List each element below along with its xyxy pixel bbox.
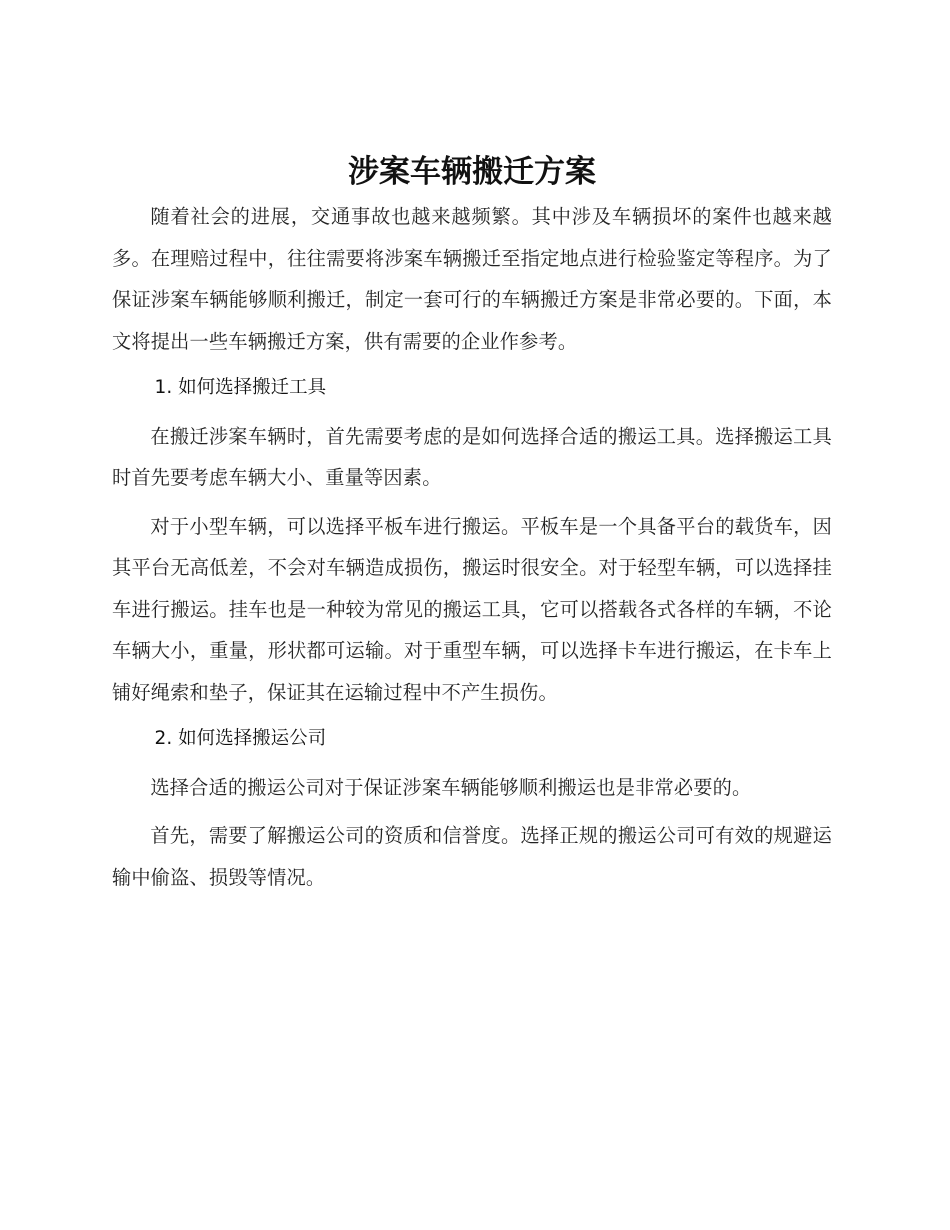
section-2-paragraph-1: 选择合适的搬运公司对于保证涉案车辆能够顺利搬运也是非常必要的。 [150, 775, 752, 799]
section-1-paragraph-1: 在搬迁涉案车辆时，首先需要考虑的是如何选择合适的搬运工具。选择搬运工具时首先要考虑车辆大小、重量等因素。 [112, 424, 832, 489]
section-2-heading: 2. 如何选择搬运公司 [154, 728, 327, 749]
section-1-heading: 1. 如何选择搬迁工具 [154, 377, 327, 398]
document-page [112, 150, 832, 898]
section-1-paragraph-2: 对于小型车辆，可以选择平板车进行搬运。平板车是一个具备平台的载货车，因其平台无高低差，不会对车辆造成损伤，搬运时很安全。对于轻型车辆，可以选择挂车进行搬运。挂车也是一种较为常见的搬运工具，它可以搭载各式各样的车辆，不论车辆大小，重量，形状都可运输。对于重型车辆，可以选择卡车进行搬运，在卡车上铺好绳索和垫子，保证其在运输过程中不产生损伤。 [112, 514, 832, 704]
intro-paragraph: 随着社会的进展，交通事故也越来越频繁。其中涉及车辆损坏的案件也越来越多。在理赔过程中，往往需要将涉案车辆搬迁至指定地点进行检验鉴定等程序。为了保证涉案车辆能够顺利搬迁，制定一套可行的车辆搬迁方案是非常必要的。下面，本文将提出一些车辆搬迁方案，供有需要的企业作参考。 [112, 205, 832, 353]
document-title: 涉案车辆搬迁方案 [348, 154, 596, 190]
section-2-paragraph-2: 首先，需要了解搬运公司的资质和信誉度。选择正规的搬运公司可有效的规避运输中偷盗、损毁等情况。 [112, 824, 832, 889]
